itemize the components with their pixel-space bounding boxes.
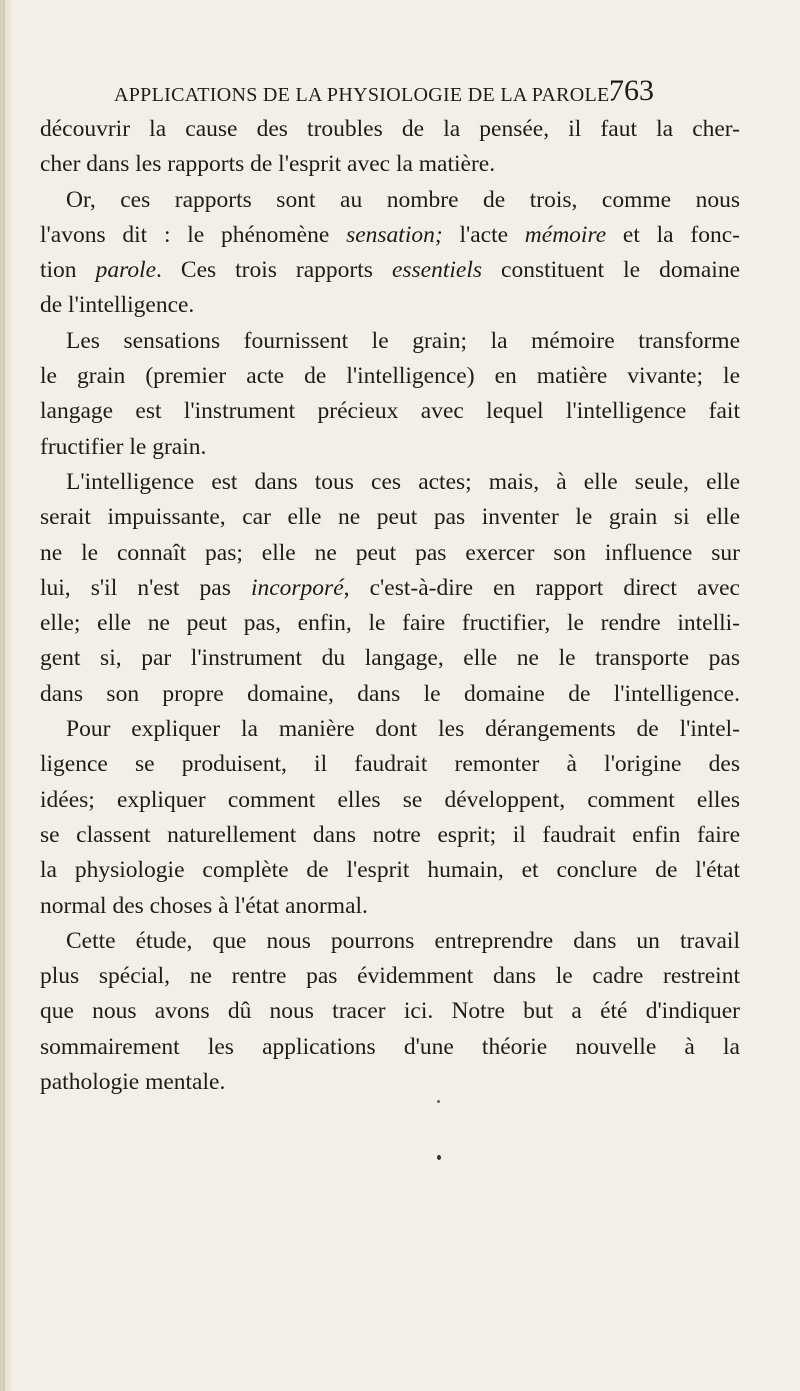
- ink-speck: [437, 1100, 440, 1103]
- text-run: pathologie mentale.: [40, 1069, 226, 1096]
- page-binding-shadow: [3, 0, 5, 1391]
- text-run: idées; expliquer comment elles se développent, comment elles: [40, 786, 740, 813]
- italic-term: parole: [95, 257, 157, 284]
- text-run: lui, s'il n'est pas: [40, 574, 251, 601]
- text-run: constituent le domaine: [482, 257, 740, 284]
- text-line: [40, 359, 740, 394]
- text-run: normal des choses à l'état anormal.: [40, 892, 368, 919]
- running-title: APPLICATIONS DE LA PHYSIOLOGIE DE LA PAROLE.: [114, 84, 615, 106]
- text-line: [40, 500, 740, 535]
- text-line: [40, 677, 740, 712]
- text-run: sommairement les applications d'une théorie nouvelle à la: [40, 1033, 740, 1060]
- body-text: [40, 112, 740, 1100]
- text-run: ne le connaît pas; elle ne peut pas exercer son influence sur: [40, 539, 740, 566]
- text-run: Or, ces rapports sont au nombre de trois, comme nous: [66, 186, 740, 213]
- text-line: [40, 288, 740, 323]
- text-run: dans son propre domaine, dans le domaine de l'intelligence.: [40, 680, 740, 707]
- text-line: [40, 959, 740, 994]
- italic-term: incorporé: [250, 574, 344, 601]
- text-line: [40, 712, 740, 747]
- text-line: [40, 183, 740, 218]
- text-run: elle; elle ne peut pas, enfin, le faire fructifier, le rendre intelli-: [40, 610, 740, 637]
- text-run: langage est l'instrument précieux avec lequel l'intelligence fait: [40, 398, 740, 425]
- text-run: . Ces trois rapports: [156, 257, 392, 284]
- text-run: fructifier le grain.: [40, 433, 207, 460]
- page-number: 763: [609, 74, 654, 107]
- page-header: [114, 74, 654, 114]
- text-run: cher dans les rapports de l'esprit avec la matière.: [40, 151, 496, 178]
- text-line: [40, 147, 740, 182]
- text-run: et la fonc-: [606, 221, 740, 248]
- page-binding-edge: [0, 0, 12, 1391]
- text-line: [40, 536, 740, 571]
- text-line: [40, 889, 740, 924]
- text-line: [40, 253, 740, 288]
- ink-speck: [437, 1155, 441, 1160]
- text-line: [40, 465, 740, 500]
- text-line: [40, 218, 740, 253]
- text-run: le grain (premier acte de l'intelligence) en matière vivante; le: [40, 363, 740, 390]
- text-line: [40, 783, 740, 818]
- text-run: , c'est-à-dire en rapport direct avec: [343, 574, 740, 601]
- text-run: se classent naturellement dans notre esprit; il faudrait enfin faire: [40, 821, 740, 848]
- text-run: L'intelligence est dans tous ces actes; mais, à elle seule, elle: [66, 468, 740, 495]
- italic-term: mémoire: [524, 221, 607, 248]
- text-run: Pour expliquer la manière dont les dérangements de l'intel-: [66, 716, 740, 743]
- text-line: [40, 747, 740, 782]
- text-line: [40, 112, 740, 147]
- text-line: [40, 641, 740, 676]
- italic-term: sensation;: [346, 221, 443, 248]
- text-run: la physiologie complète de l'esprit humain, et conclure de l'état: [40, 857, 740, 884]
- italic-term: essentiels: [391, 257, 483, 284]
- text-run: plus spécial, ne rentre pas évidemment dans le cadre restreint: [40, 963, 740, 990]
- text-run: l'acte: [442, 221, 525, 248]
- text-run: serait impuissante, car elle ne peut pas inventer le grain si elle: [40, 504, 740, 531]
- text-run: ligence se produisent, il faudrait remonter à l'origine des: [40, 751, 740, 778]
- text-line: [40, 1030, 740, 1065]
- text-line: [40, 853, 740, 888]
- text-line: [40, 818, 740, 853]
- text-run: Cette étude, que nous pourrons entreprendre dans un travail: [66, 927, 740, 954]
- text-run: Les sensations fournissent le grain; la mémoire transforme: [66, 327, 740, 354]
- text-line: [40, 324, 740, 359]
- text-line: [40, 606, 740, 641]
- text-line: [40, 924, 740, 959]
- text-line: [40, 994, 740, 1029]
- text-line: [40, 571, 740, 606]
- text-line: [40, 430, 740, 465]
- text-run: tion: [40, 257, 96, 284]
- text-run: de l'intelligence.: [40, 292, 195, 319]
- text-run: l'avons dit : le phénomène: [40, 221, 347, 248]
- text-run: gent si, par l'instrument du langage, elle ne le transporte pas: [40, 645, 740, 672]
- text-line: [40, 1065, 740, 1100]
- text-line: [40, 394, 740, 429]
- text-run: que nous avons dû nous tracer ici. Notre but a été d'indiquer: [40, 998, 740, 1025]
- text-run: découvrir la cause des troubles de la pensée, il faut la cher-: [40, 116, 740, 142]
